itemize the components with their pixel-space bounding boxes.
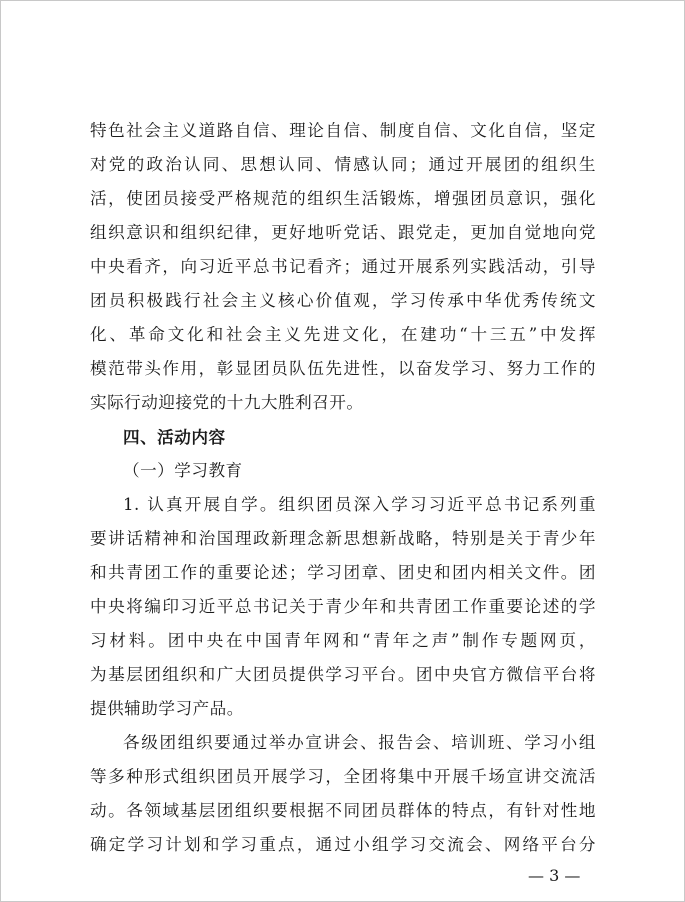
text-line: 团员积极践行社会主义核心价值观，学习传承中华优秀传统文 [90, 291, 596, 310]
section-heading: 四、活动内容 [123, 427, 226, 447]
text-line: 要讲话精神和治国理政新理念新思想新战略，特别是关于青少年 [90, 529, 596, 548]
text-line: 习材料。团中央在中国青年网和“青年之声”制作专题网页， [90, 631, 596, 650]
text-line: 动。各领域基层团组织要根据不同团员群体的特点，有针对性地 [90, 801, 596, 820]
text-line: 1. 认真开展自学。组织团员深入学习习近平总书记系列重 [123, 495, 596, 514]
page-number: — 3 — [528, 866, 581, 885]
text-line: 特色社会主义道路自信、理论自信、制度自信、文化自信，坚定 [90, 121, 596, 140]
text-line: 提供辅助学习产品。 [90, 699, 244, 718]
text-line: 中央看齐，向习近平总书记看齐；通过开展系列实践活动，引导 [90, 257, 596, 276]
text-line: 对党的政治认同、思想认同、情感认同；通过开展团的组织生 [90, 155, 596, 174]
text-line: 为基层团组织和广大团员提供学习平台。团中央官方微信平台将 [90, 665, 596, 684]
text-line: 中央将编印习近平总书记关于青少年和共青团工作重要论述的学 [90, 597, 596, 616]
document-body [90, 114, 596, 862]
text-line: 确定学习计划和学习重点，通过小组学习交流会、网络平台分 [90, 835, 596, 854]
text-line: 模范带头作用，彰显团员队伍先进性，以奋发学习、努力工作的 [90, 359, 596, 378]
text-line: 活，使团员接受严格规范的组织生活锻炼，增强团员意识，强化 [90, 189, 596, 208]
text-line: 组织意识和组织纪律，更好地听党话、跟党走，更加自觉地向党 [90, 223, 596, 242]
text-line: 各级团组织要通过举办宣讲会、报告会、培训班、学习小组 [123, 733, 596, 752]
text-line: 等多种形式组织团员开展学习，全团将集中开展千场宣讲交流活 [90, 767, 596, 786]
text-line: 化、革命文化和社会主义先进文化，在建功“十三五”中发挥 [90, 325, 596, 344]
text-line: 实际行动迎接党的十九大胜利召开。 [90, 393, 364, 412]
subsection-heading: （一）学习教育 [123, 461, 243, 480]
text-line: 和共青团工作的重要论述；学习团章、团史和团内相关文件。团 [90, 563, 596, 582]
